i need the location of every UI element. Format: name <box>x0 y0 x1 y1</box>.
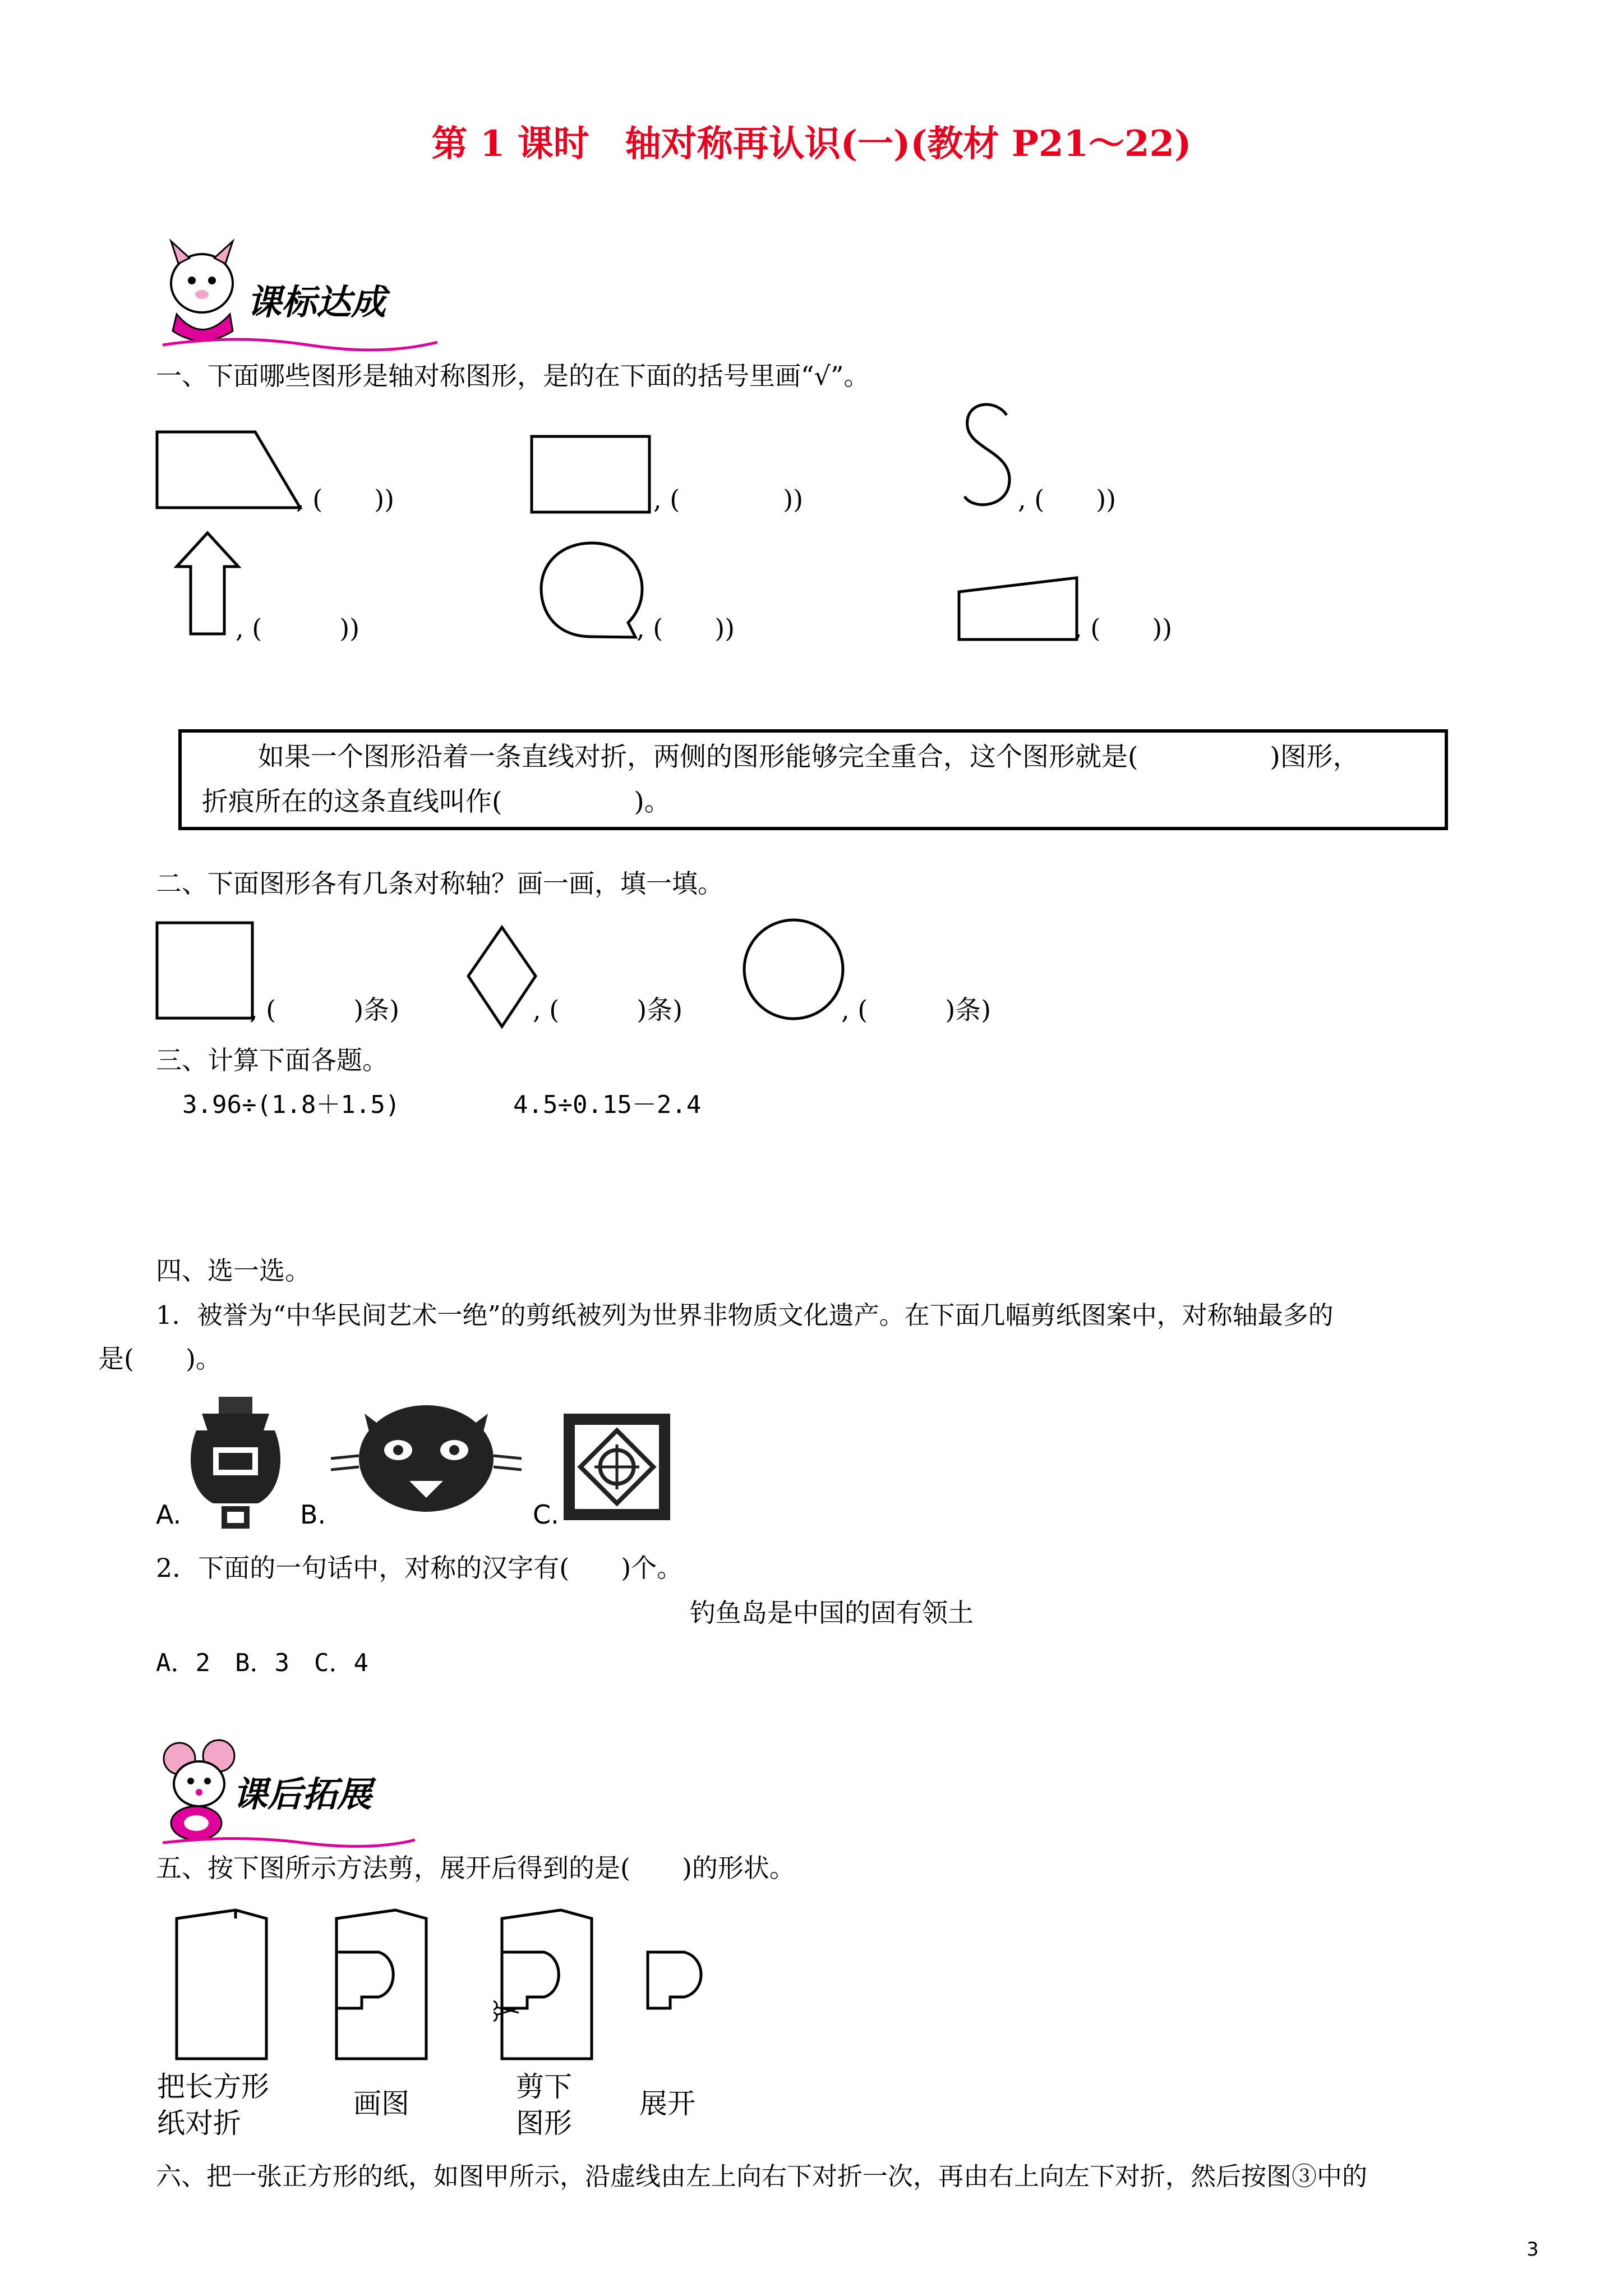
q4-item1-line2: 是( )。 <box>98 1343 222 1374</box>
q4-item2: 2．下面的一句话中，对称的汉字有( )个。 <box>156 1553 683 1583</box>
q4-option-b[interactable]: B. <box>300 1499 326 1530</box>
step-1-label-line-1: 把长方形 <box>157 2070 269 2103</box>
q4-options-2[interactable]: A．2 B．3 C．4 <box>156 1649 368 1677</box>
step-4-label: 展开 <box>639 2087 695 2120</box>
section-label-extension: 课后拓展 <box>233 1774 372 1815</box>
section-header-extension <box>151 1728 421 1851</box>
rhombus-shape <box>463 923 541 1035</box>
step-3-label-line-1: 剪下 <box>516 2070 572 2103</box>
q2-blank-2[interactable]: , ( )条) <box>533 995 683 1025</box>
q1-blank-6[interactable]: , ( )) <box>1074 613 1173 643</box>
q4-option-a[interactable]: A. <box>156 1499 182 1530</box>
rectangle-shape <box>527 432 656 516</box>
step-1-label-line-2: 纸对折 <box>157 2107 241 2139</box>
square-shape <box>151 917 258 1024</box>
q1-blank-2[interactable]: , ( )) <box>653 484 804 514</box>
q1-blank-4[interactable]: , ( )) <box>236 613 360 643</box>
q3-prompt: 三、计算下面各题。 <box>156 1045 388 1075</box>
q4-sentence: 钓鱼岛是中国的固有领土 <box>690 1598 974 1628</box>
q1-prompt: 一、下面哪些图形是轴对称图形，是的在下面的括号里画“√”。 <box>156 361 870 391</box>
q1-blank-1[interactable]: , ( )) <box>296 484 395 514</box>
concept-line-2: 折痕所在的这条直线叫作( )。 <box>202 786 671 817</box>
folded-paper-step-3 <box>494 1907 606 2064</box>
scissors-icon <box>494 2001 519 2021</box>
papercut-vase-icon <box>179 1391 292 1531</box>
q4-option-c[interactable]: C. <box>533 1499 559 1530</box>
papercut-tiger-icon <box>331 1397 522 1515</box>
goat-mascot-icon <box>171 241 233 341</box>
folded-paper-step-2 <box>328 1907 440 2064</box>
speech-bubble-shape <box>536 539 653 645</box>
step-2-label: 画图 <box>353 2087 409 2120</box>
section-label-goal: 课标达成 <box>247 282 386 323</box>
q1-blank-5[interactable]: , ( )) <box>637 613 735 643</box>
q1-blank-3[interactable]: , ( )) <box>1018 484 1117 514</box>
q2-prompt: 二、下面图形各有几条对称轴？画一画，填一填。 <box>156 868 723 899</box>
q4-item1-line1: 1．被誉为“中华民间艺术一绝”的剪纸被列为世界非物质文化遗产。在下面几幅剪纸图案中，对称轴最多的 <box>156 1300 1334 1330</box>
trapezoid-shape-2 <box>953 572 1088 645</box>
q3-expr-1: 3.96÷(1.8＋1.5) <box>182 1091 400 1119</box>
circle-shape <box>737 914 850 1027</box>
q5-prompt: 五、按下图所示方法剪，展开后得到的是( )的形状。 <box>156 1853 795 1883</box>
q2-blank-3[interactable]: , ( )条) <box>841 995 992 1025</box>
q3-expr-2: 4.5÷0.15－2.4 <box>513 1091 702 1119</box>
q2-blank-1[interactable]: , ( )条) <box>250 995 400 1025</box>
section-header-goal <box>151 224 443 353</box>
papercut-window-icon <box>561 1411 673 1523</box>
folded-paper-step-1 <box>168 1907 280 2064</box>
trapezoid-shape-1 <box>151 426 320 516</box>
step-3-label-line-2: 图形 <box>516 2107 572 2139</box>
mouse-mascot-icon <box>164 1740 234 1840</box>
s-curve-shape <box>953 398 1026 516</box>
page-title: 第 1 课时 轴对称再认识(一)(教材 P21～22) <box>431 123 1192 165</box>
q4-prompt: 四、选一选。 <box>156 1255 311 1286</box>
q6-prompt: 六、把一张正方形的纸，如图甲所示，沿虚线由左上向右下对折一次，再由右上向左下对折，然后按图③中的 <box>156 2161 1368 2191</box>
concept-line-1: 如果一个图形沿着一条直线对折，两侧的图形能够完全重合，这个图形就是( )图形， <box>258 742 1359 772</box>
unfolded-shape-step-4 <box>639 1941 718 2031</box>
page-number: 3 <box>1527 2238 1539 2261</box>
